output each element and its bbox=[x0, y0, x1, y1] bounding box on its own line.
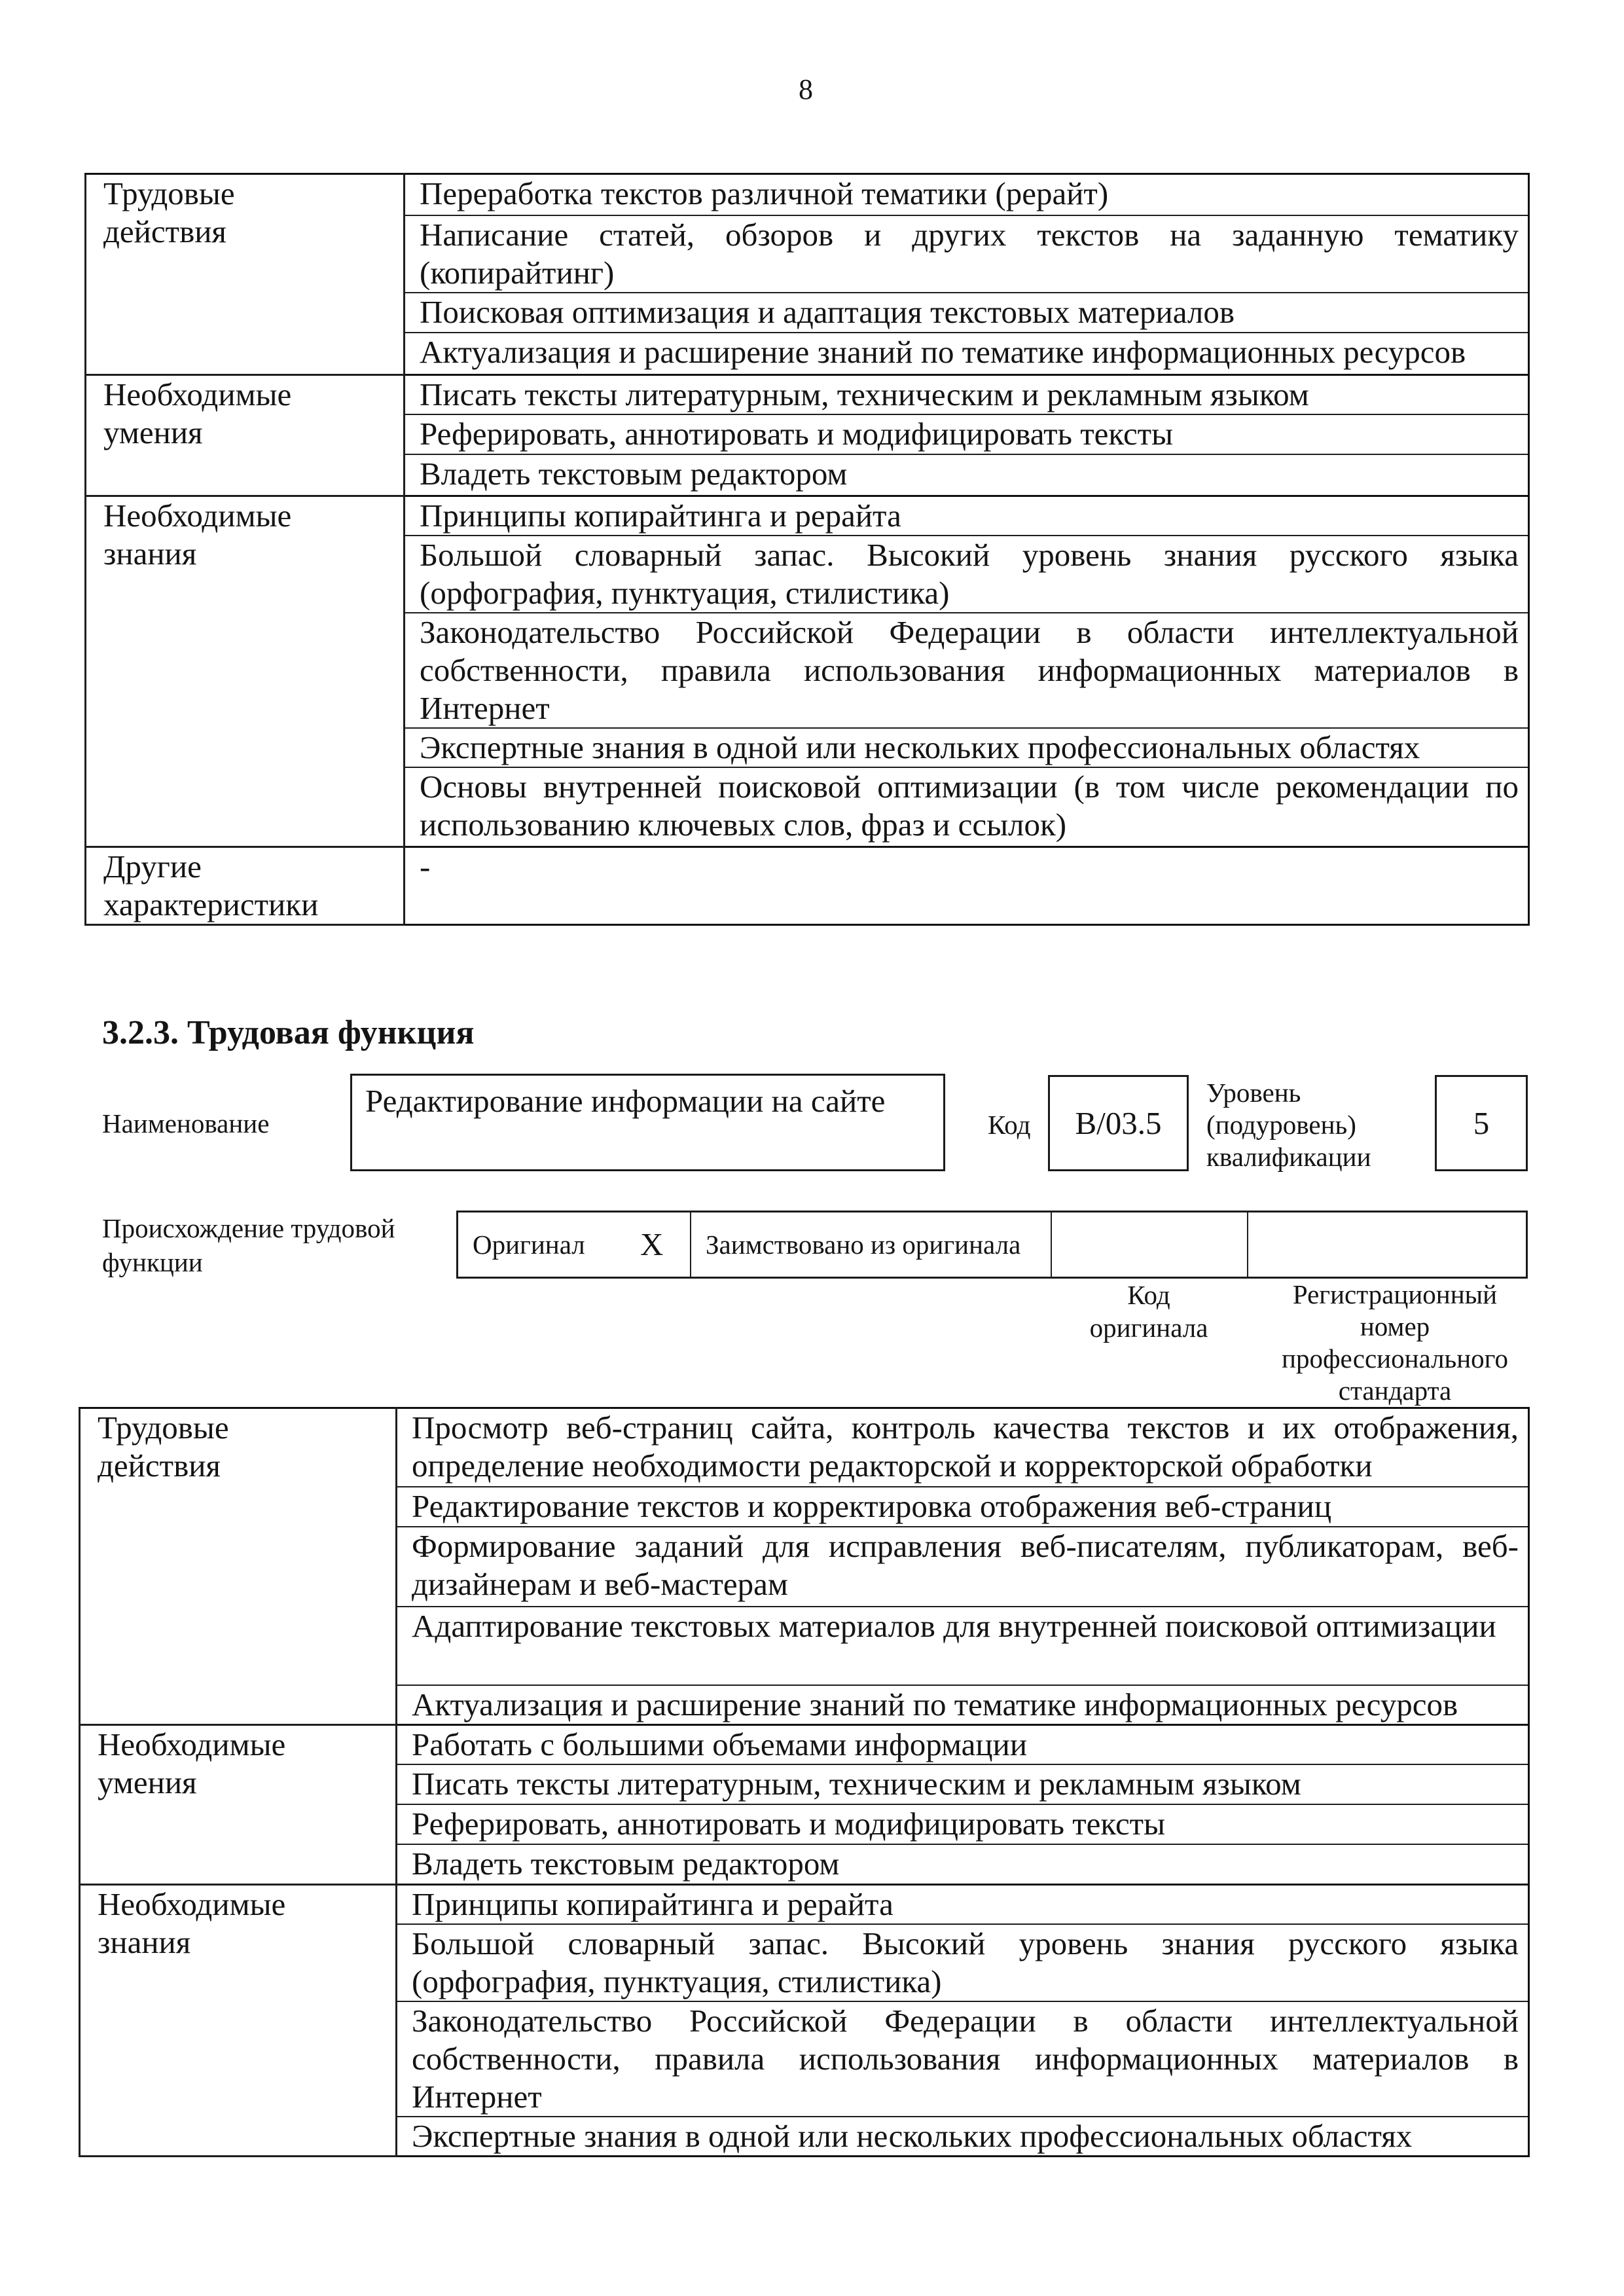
table-1 bbox=[84, 173, 1530, 926]
page-number: 8 bbox=[799, 73, 813, 105]
table-cell: Актуализация и расширение знаний по тематике информационных ресурсов bbox=[405, 333, 1529, 375]
table-cell: Основы внутренней поисковой оптимизации (в том числе рекомендации по использованию ключевых слов, фраз и ссылок) bbox=[405, 767, 1529, 847]
table-cell: Принципы копирайтинга и рерайта bbox=[397, 1884, 1529, 1924]
table-row bbox=[86, 174, 1529, 215]
origin-label: Происхождение трудовой функции bbox=[102, 1213, 395, 1277]
origin-box bbox=[456, 1211, 1528, 1279]
group-label-skills bbox=[86, 375, 405, 496]
table-2 bbox=[79, 1407, 1530, 2157]
name-box bbox=[350, 1074, 945, 1171]
table-cell: Большой словарный запас. Высокий уровень знания русского языка (орфография, пунктуация, стилистика) bbox=[405, 536, 1529, 613]
table-cell: Адаптирование текстовых материалов для внутренней поисковой оптимизации bbox=[397, 1607, 1529, 1685]
origin-original-cell bbox=[458, 1212, 691, 1277]
level-label: Уровень (подуровень) квалификации bbox=[1206, 1078, 1371, 1172]
group-label-labor-actions bbox=[86, 174, 405, 375]
group-label-text: Необходимые умения bbox=[103, 376, 292, 450]
group-label-other bbox=[86, 847, 405, 925]
group-label-text: Трудовые действия bbox=[103, 175, 235, 249]
table-cell: Переработка текстов различной тематики (рерайт) bbox=[405, 174, 1529, 215]
table-cell: Законодательство Российской Федерации в области интеллектуальной собственности, правила использования информационных материалов в Интернет bbox=[397, 2001, 1529, 2117]
table-cell: Экспертные знания в одной или нескольких профессиональных областях bbox=[405, 728, 1529, 767]
table-row bbox=[86, 375, 1529, 415]
level-box bbox=[1435, 1075, 1528, 1171]
table-cell: Принципы копирайтинга и рерайта bbox=[405, 496, 1529, 536]
table-cell: Владеть текстовым редактором bbox=[397, 1844, 1529, 1884]
table-cell: Писать тексты литературным, техническим и рекламным языком bbox=[397, 1764, 1529, 1804]
origin-reg-number-cell bbox=[1248, 1212, 1526, 1277]
table-row bbox=[80, 1724, 1529, 1764]
group-label-knowledge bbox=[80, 1884, 397, 2157]
table-row bbox=[86, 847, 1529, 925]
table-cell: Работать с большими объемами информации bbox=[397, 1724, 1529, 1764]
group-label-skills bbox=[80, 1724, 397, 1884]
group-label-text: Другие характеристики bbox=[103, 848, 319, 922]
table-cell: Просмотр веб-страниц сайта, контроль качества текстов и их отображения, определение необходимости редакторской и корректорской обработки bbox=[397, 1408, 1529, 1487]
table-cell: Законодательство Российской Федерации в области интеллектуальной собственности, правила использования информационных материалов в Интернет bbox=[405, 613, 1529, 728]
group-label-text: Необходимые знания bbox=[98, 1886, 286, 1960]
table-row bbox=[86, 496, 1529, 536]
group-label-text: Необходимые умения bbox=[98, 1726, 286, 1800]
group-label-knowledge bbox=[86, 496, 405, 847]
origin-borrowed-text: Заимствовано из оригинала bbox=[706, 1229, 1021, 1260]
table-cell: Написание статей, обзоров и других текстов на заданную тематику (копирайтинг) bbox=[405, 215, 1529, 293]
code-value: B/03.5 bbox=[1075, 1105, 1162, 1141]
table-cell: Актуализация и расширение знаний по тематике информационных ресурсов bbox=[397, 1685, 1529, 1725]
code-label: Код bbox=[988, 1110, 1031, 1140]
origin-code-caption: Код оригинала bbox=[1089, 1280, 1208, 1343]
table-cell: Писать тексты литературным, техническим и рекламным языком bbox=[405, 375, 1529, 415]
level-value: 5 bbox=[1473, 1105, 1490, 1141]
table-cell: Реферировать, аннотировать и модифицировать тексты bbox=[405, 414, 1529, 454]
table-cell: Большой словарный запас. Высокий уровень знания русского языка (орфография, пунктуация, стилистика) bbox=[397, 1924, 1529, 2001]
group-label-text: Необходимые знания bbox=[103, 497, 292, 572]
table-cell: Экспертные знания в одной или нескольких профессиональных областях bbox=[397, 2117, 1529, 2157]
origin-reg-caption: Регистрационный номер профессионального стандарта bbox=[1282, 1279, 1508, 1406]
name-label: Наименование bbox=[102, 1108, 270, 1139]
origin-code-cell bbox=[1052, 1212, 1248, 1277]
section-heading: 3.2.3. Трудовая функция bbox=[102, 1014, 475, 1051]
code-box bbox=[1048, 1075, 1189, 1171]
table-cell: Реферировать, аннотировать и модифицировать тексты bbox=[397, 1804, 1529, 1844]
table-cell: Владеть текстовым редактором bbox=[405, 454, 1529, 496]
group-label-labor-actions bbox=[80, 1408, 397, 1725]
table-cell: Формирование заданий для исправления веб-писателям, публикаторам, веб-дизайнерам и веб-мастерам bbox=[397, 1527, 1529, 1607]
table-cell: Редактирование текстов и корректировка отображения веб-страниц bbox=[397, 1487, 1529, 1527]
origin-original-text: Оригинал bbox=[473, 1229, 585, 1260]
table-cell: - bbox=[405, 847, 1529, 925]
table-row bbox=[80, 1408, 1529, 1487]
name-value: Редактирование информации на сайте bbox=[365, 1083, 886, 1119]
group-label-text: Трудовые действия bbox=[98, 1410, 229, 1484]
table-row bbox=[80, 1884, 1529, 1924]
origin-mark: X bbox=[640, 1226, 664, 1262]
table-cell: Поисковая оптимизация и адаптация текстовых материалов bbox=[405, 293, 1529, 333]
origin-borrowed-cell bbox=[691, 1212, 1052, 1277]
